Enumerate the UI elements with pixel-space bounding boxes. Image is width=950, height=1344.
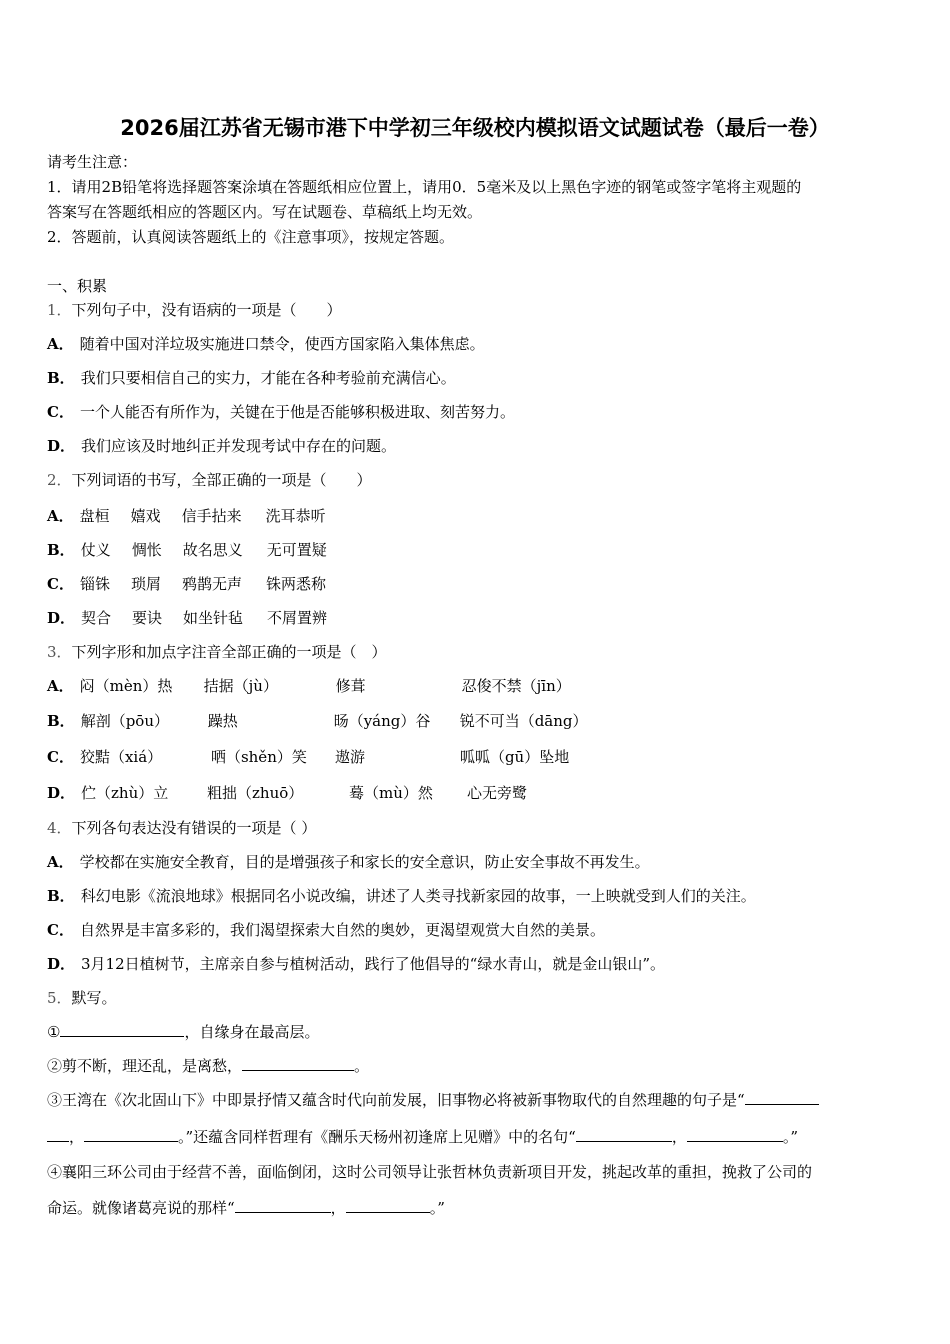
dictation-item-3-cont bbox=[47, 1127, 798, 1147]
answer-blank[interactable] bbox=[47, 1127, 69, 1142]
option-letter: B． bbox=[47, 712, 75, 730]
question-2 bbox=[47, 470, 372, 490]
item-text: 。” bbox=[429, 1199, 445, 1217]
notice-heading: 请考生注意： bbox=[47, 153, 138, 171]
option-text: 3月12日植树节，主席亲自参与植树活动，践行了他倡导的“绿水青山，就是金山银山”。 bbox=[81, 955, 665, 973]
answer-blank[interactable] bbox=[242, 1056, 354, 1071]
question-stem: 下列句子中，没有语病的一项是（ ） bbox=[71, 301, 342, 319]
option-letter: B． bbox=[47, 887, 75, 905]
question-number: 3． bbox=[47, 643, 72, 661]
dictation-item-4-cont bbox=[47, 1198, 445, 1218]
option-letter: B． bbox=[47, 369, 75, 387]
question-stem: 默写。 bbox=[71, 989, 117, 1007]
option-letter: B． bbox=[47, 541, 75, 559]
word: 无可置疑 bbox=[266, 541, 327, 559]
question-stem: 下列各句表达没有错误的一项是（ ） bbox=[71, 819, 317, 837]
word: 仗义 bbox=[80, 541, 111, 559]
option-c bbox=[47, 402, 515, 422]
answer-blank[interactable] bbox=[576, 1127, 672, 1142]
option-d bbox=[47, 608, 327, 628]
answer-blank[interactable] bbox=[687, 1127, 783, 1142]
word: 惆怅 bbox=[131, 541, 162, 559]
word: 忍俊不禁（jīn） bbox=[461, 677, 571, 695]
word: 鸦鹊无声 bbox=[181, 575, 242, 593]
option-text: 自然界是丰富多彩的，我们渴望探索大自然的奥妙，更渴望观赏大自然的美景。 bbox=[79, 921, 605, 939]
option-c bbox=[47, 920, 605, 940]
word: 闷（mèn）热 bbox=[79, 677, 173, 695]
item-text: 。 bbox=[354, 1057, 370, 1075]
item-marker: ① bbox=[47, 1023, 61, 1041]
option-a bbox=[47, 334, 485, 354]
option-letter: A． bbox=[47, 677, 74, 695]
notice-line-2: 2．答题前，认真阅读答题纸上的《注意事项》，按规定答题。 bbox=[47, 228, 455, 246]
word: 嬉戏 bbox=[130, 507, 161, 525]
word: 解剖（pōu） bbox=[80, 712, 169, 730]
word: 拮据（jù） bbox=[203, 677, 278, 695]
section-heading: 一、积累 bbox=[47, 277, 108, 295]
word: 伫（zhù）立 bbox=[81, 784, 169, 802]
question-stem: 下列词语的书写，全部正确的一项是（ ） bbox=[71, 471, 372, 489]
word: 要诀 bbox=[132, 609, 163, 627]
option-text: 随着中国对洋垃圾实施进口禁令，使西方国家陷入集体焦虑。 bbox=[79, 335, 485, 353]
question-4 bbox=[47, 818, 316, 838]
word: 盘桓 bbox=[79, 507, 110, 525]
dictation-item-1 bbox=[47, 1022, 319, 1042]
option-d bbox=[47, 436, 396, 456]
option-a bbox=[47, 676, 571, 696]
option-text: 我们应该及时地纠正并发现考试中存在的问题。 bbox=[81, 437, 397, 455]
option-a bbox=[47, 506, 326, 526]
option-text: 我们只要相信自己的实力，才能在各种考验前充满信心。 bbox=[80, 369, 456, 387]
question-number: 4． bbox=[47, 819, 72, 837]
answer-blank[interactable] bbox=[235, 1198, 331, 1213]
option-d bbox=[47, 954, 665, 974]
answer-blank[interactable] bbox=[745, 1090, 819, 1105]
option-letter: D． bbox=[47, 609, 76, 627]
item-text: 。” bbox=[782, 1128, 799, 1146]
item-text: ， bbox=[671, 1128, 687, 1146]
item-text: 。”还蕴含同样哲理有《酬乐天杨州初逢席上见赠》中的名句“ bbox=[178, 1128, 576, 1146]
question-1 bbox=[47, 300, 342, 320]
word: 不屑置辨 bbox=[267, 609, 328, 627]
item-text: ， bbox=[330, 1199, 346, 1217]
option-text: 学校都在实施安全教育，目的是增强孩子和家长的安全意识，防止安全事故不再发生。 bbox=[79, 853, 650, 871]
item-text: ②剪不断，理还乱，是离愁， bbox=[47, 1057, 243, 1075]
notice-line-1a: 1．请用2B铅笔将选择题答案涂填在答题纸相应位置上，请用0．5毫米及以上黑色字迹的钢笔或签字笔将主观题的 bbox=[47, 178, 802, 196]
word: 信手拈来 bbox=[181, 507, 242, 525]
option-b bbox=[47, 368, 456, 388]
option-a bbox=[47, 852, 650, 872]
option-d bbox=[47, 783, 527, 803]
word: 蓦（mù）然 bbox=[349, 784, 433, 802]
item-text: 命运。就像诸葛亮说的那样“ bbox=[47, 1199, 235, 1217]
word: 躁热 bbox=[207, 712, 238, 730]
option-letter: C． bbox=[47, 575, 74, 593]
option-b bbox=[47, 711, 588, 731]
option-b bbox=[47, 540, 327, 560]
question-number: 2． bbox=[47, 471, 72, 489]
word: 修葺 bbox=[335, 677, 366, 695]
word: 锐不可当（dāng） bbox=[459, 712, 588, 730]
word: 琐屑 bbox=[130, 575, 161, 593]
option-letter: C． bbox=[47, 921, 74, 939]
word: 故名思义 bbox=[182, 541, 243, 559]
question-5 bbox=[47, 988, 117, 1008]
answer-blank[interactable] bbox=[84, 1127, 178, 1142]
answer-blank[interactable] bbox=[60, 1022, 184, 1037]
option-c bbox=[47, 747, 569, 767]
word: 呱呱（gū）坠地 bbox=[459, 748, 570, 766]
question-number: 1． bbox=[47, 301, 72, 319]
option-letter: A． bbox=[47, 507, 74, 525]
option-text: 一个人能否有所作为，关键在于他是否能够积极进取、刻苦努力。 bbox=[79, 403, 515, 421]
item-text: ，自缘身在最高层。 bbox=[184, 1023, 320, 1041]
option-text: 科幻电影《流浪地球》根据同名小说改编，讲述了人类寻找新家园的故事，一上映就受到人们的关注。 bbox=[80, 887, 756, 905]
option-b bbox=[47, 886, 756, 906]
option-letter: D． bbox=[47, 437, 76, 455]
option-letter: A． bbox=[47, 853, 74, 871]
word: 心无旁鹭 bbox=[467, 784, 528, 802]
exam-title: 2026届江苏省无锡市港下中学初三年级校内模拟语文试题试卷（最后一卷） bbox=[120, 116, 830, 140]
word: 如坐针毡 bbox=[183, 609, 244, 627]
notice-line-1b: 答案写在答题纸相应的答题区内。写在试题卷、草稿纸上均无效。 bbox=[47, 203, 483, 221]
word: 粗拙（zhuō） bbox=[207, 784, 304, 802]
item-text: ③王湾在《次北固山下》中即景抒情又蕴含时代向前发展，旧事物必将被新事物取代的自然理趣的句子是“ bbox=[47, 1091, 745, 1109]
word: 旸（yáng）谷 bbox=[333, 712, 431, 730]
question-3 bbox=[47, 642, 387, 662]
word: 契合 bbox=[81, 609, 112, 627]
option-letter: D． bbox=[47, 784, 76, 802]
dictation-item-2 bbox=[47, 1056, 369, 1076]
answer-blank[interactable] bbox=[346, 1198, 430, 1213]
word: 洗耳恭听 bbox=[265, 507, 326, 525]
option-letter: C． bbox=[47, 748, 74, 766]
option-letter: C． bbox=[47, 403, 74, 421]
question-number: 5． bbox=[47, 989, 72, 1007]
option-c bbox=[47, 574, 326, 594]
option-letter: A． bbox=[47, 335, 74, 353]
question-stem: 下列字形和加点字注音全部正确的一项是（ ） bbox=[71, 643, 387, 661]
item-text: ④襄阳三环公司由于经营不善，面临倒闭，这时公司领导让张哲林负责新项目开发，挑起改革的重担，挽救了公司的 bbox=[47, 1163, 813, 1181]
dictation-item-3 bbox=[47, 1090, 819, 1110]
dictation-item-4 bbox=[47, 1162, 812, 1182]
word: 铢两悉称 bbox=[265, 575, 326, 593]
option-letter: D． bbox=[47, 955, 76, 973]
word: 锱铢 bbox=[79, 575, 110, 593]
word: 狡黠（xiá） bbox=[79, 748, 163, 766]
word: 遨游 bbox=[334, 748, 365, 766]
item-text: ， bbox=[69, 1128, 85, 1146]
word: 哂（shěn）笑 bbox=[210, 748, 307, 766]
